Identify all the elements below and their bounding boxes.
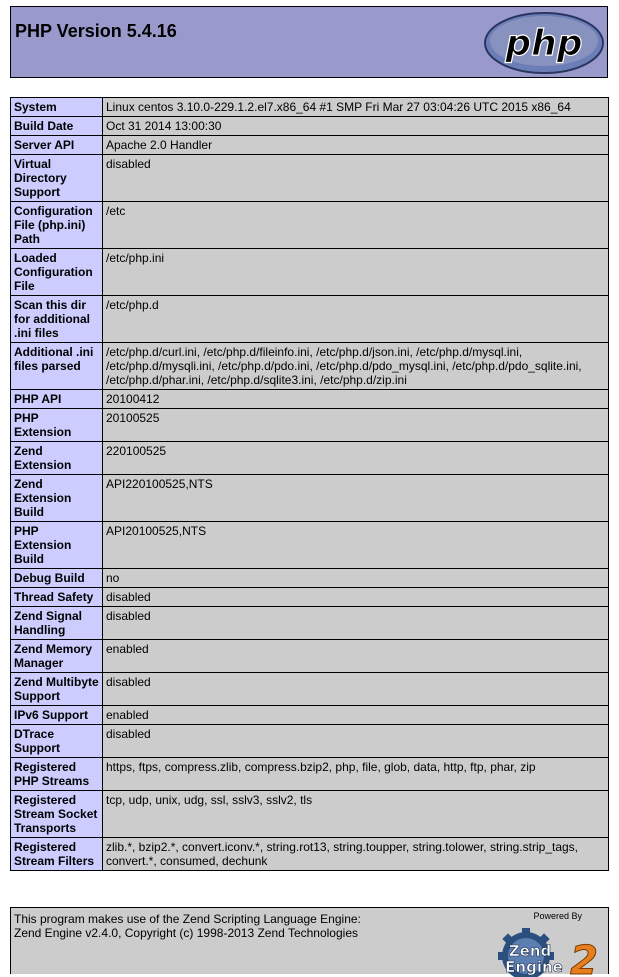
row-label: Loaded Configuration File <box>11 249 103 296</box>
table-row <box>11 607 609 640</box>
row-label: Registered PHP Streams <box>11 758 103 791</box>
row-value: 20100412 <box>103 390 609 409</box>
row-value: disabled <box>103 607 609 640</box>
row-value: disabled <box>103 155 609 202</box>
table-row <box>11 390 609 409</box>
row-value: enabled <box>103 640 609 673</box>
info-table <box>10 97 609 871</box>
row-value: 220100525 <box>103 442 609 475</box>
table-row <box>11 838 609 871</box>
php-logo[interactable] <box>483 11 605 75</box>
row-value: disabled <box>103 725 609 758</box>
row-label: Zend Signal Handling <box>11 607 103 640</box>
footer-line-2: Zend Engine v2.4.0, Copyright (c) 1998-2013 Zend Technologies <box>14 926 358 940</box>
row-label: Build Date <box>11 117 103 136</box>
table-row <box>11 706 609 725</box>
table-row <box>11 442 609 475</box>
row-label: IPv6 Support <box>11 706 103 725</box>
table-row <box>11 117 609 136</box>
row-label: PHP Extension <box>11 409 103 442</box>
page-title: PHP Version 5.4.16 <box>15 21 177 41</box>
header-banner <box>10 6 608 78</box>
zend-logo-version: 2 <box>570 938 598 977</box>
row-label: Configuration File (php.ini) Path <box>11 202 103 249</box>
row-label: Server API <box>11 136 103 155</box>
zend-logo-word-1: Zend <box>508 942 552 960</box>
row-value: no <box>103 569 609 588</box>
table-row <box>11 791 609 838</box>
table-row <box>11 249 609 296</box>
row-value: /etc/php.d/curl.ini, /etc/php.d/fileinfo.ini, /etc/php.d/json.ini, /etc/php.d/mysql.ini, /etc/php.d/mysqli.ini, /etc/php.d/pdo.ini, /etc/php.d/pdo_mysql.ini, /etc/php.d/pdo_sqlite.ini, /etc/php.d/phar.ini, /etc/php.d/sqlite3.ini, /etc/php.d/zip.ini <box>103 343 609 390</box>
php-logo-text: php <box>505 23 583 64</box>
row-value: /etc/php.ini <box>103 249 609 296</box>
zend-engine-logo[interactable] <box>486 922 606 977</box>
row-value: Linux centos 3.10.0-229.1.2.el7.x86_64 #1 SMP Fri Mar 27 03:04:26 UTC 2015 x86_64 <box>103 98 609 117</box>
row-label: Registered Stream Filters <box>11 838 103 871</box>
table-row <box>11 640 609 673</box>
row-label: PHP API <box>11 390 103 409</box>
row-label: System <box>11 98 103 117</box>
table-row <box>11 98 609 117</box>
table-row <box>11 343 609 390</box>
row-value: /etc <box>103 202 609 249</box>
row-value: enabled <box>103 706 609 725</box>
table-row <box>11 588 609 607</box>
table-row <box>11 569 609 588</box>
row-label: Registered Stream Socket Transports <box>11 791 103 838</box>
table-row <box>11 725 609 758</box>
row-label: Thread Safety <box>11 588 103 607</box>
footer-box <box>10 907 609 977</box>
row-value: https, ftps, compress.zlib, compress.bzip2, php, file, glob, data, http, ftp, phar, zip <box>103 758 609 791</box>
row-label: Additional .ini files parsed <box>11 343 103 390</box>
powered-by-label: Powered By <box>533 911 582 921</box>
row-label: Zend Extension Build <box>11 475 103 522</box>
table-row <box>11 136 609 155</box>
footer-line-1: This program makes use of the Zend Scripting Language Engine: <box>14 912 361 926</box>
row-label: Virtual Directory Support <box>11 155 103 202</box>
row-label: Zend Multibyte Support <box>11 673 103 706</box>
table-row <box>11 673 609 706</box>
row-label: DTrace Support <box>11 725 103 758</box>
row-label: Zend Memory Manager <box>11 640 103 673</box>
row-value: Apache 2.0 Handler <box>103 136 609 155</box>
row-label: PHP Extension Build <box>11 522 103 569</box>
row-label: Scan this dir for additional .ini files <box>11 296 103 343</box>
table-row <box>11 758 609 791</box>
table-row <box>11 155 609 202</box>
table-row <box>11 296 609 343</box>
table-row <box>11 475 609 522</box>
row-value: tcp, udp, unix, udg, ssl, sslv3, sslv2, tls <box>103 791 609 838</box>
row-value: 20100525 <box>103 409 609 442</box>
row-value: API220100525,NTS <box>103 475 609 522</box>
row-value: disabled <box>103 673 609 706</box>
table-row <box>11 409 609 442</box>
row-value: API20100525,NTS <box>103 522 609 569</box>
footer-text <box>14 912 361 940</box>
row-value: disabled <box>103 588 609 607</box>
row-value: /etc/php.d <box>103 296 609 343</box>
row-label: Debug Build <box>11 569 103 588</box>
table-row <box>11 522 609 569</box>
row-value: Oct 31 2014 13:00:30 <box>103 117 609 136</box>
zend-logo-word-2: Engine <box>505 958 563 976</box>
row-label: Zend Extension <box>11 442 103 475</box>
table-row <box>11 202 609 249</box>
row-value: zlib.*, bzip2.*, convert.iconv.*, string.rot13, string.toupper, string.tolower, string.strip_tags, convert.*, consumed, dechunk <box>103 838 609 871</box>
